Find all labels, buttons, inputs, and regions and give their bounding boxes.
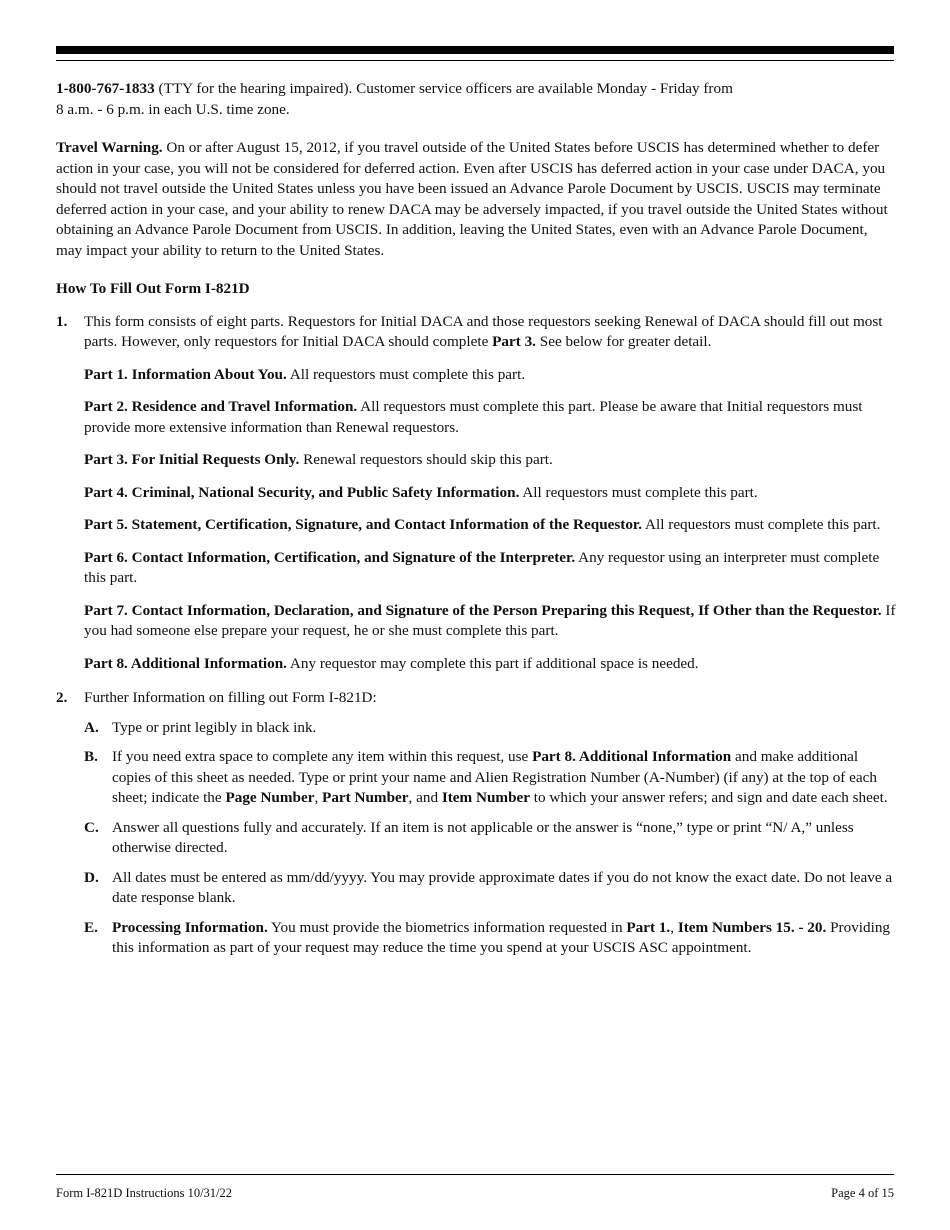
form-id-footer: Form I-821D Instructions 10/31/22 xyxy=(56,1186,233,1200)
instruction-item-1 xyxy=(56,312,896,675)
travel-warning-text: On or after August 15, 2012, if you travel outside of the United States before USCIS has determined whether to defer action in your case, you will not be considered for deferred action. Even after USCIS has deferred action in your case under DACA, you should not travel outside the United States unless you have been issued an Advance Parole Document by USCIS. USCIS may terminate deferred action in your case, and your ability to renew DACA may be adversely impacted, if you travel outside the United States without obtaining an Advance Parole Document from USCIS. In addition, leaving the United States, even with an Advance Parole Document, may impact your ability to return to the United States. xyxy=(56,139,888,259)
header-thick-rule xyxy=(56,46,894,54)
instruction-item-2 xyxy=(56,688,896,959)
how-to-title: How To Fill Out Form I-821D xyxy=(56,280,250,297)
sub-item-e: E. Processing Information. You must provide the biometrics information requested in Part 1., Item Numbers 15. - 20. Providing this information as part of your request may reduce the time you spend at your USCIS ASC appointment. xyxy=(84,918,891,956)
sub-item-d: D. All dates must be entered as mm/dd/yyyy. You may provide approximate dates if you do not know the exact date. Do not leave a date response blank. xyxy=(84,868,893,906)
part-8-description: Part 8. Additional Information. Any requestor may complete this part if additional space is needed. xyxy=(84,654,699,672)
page-number-footer: Page 4 of 15 xyxy=(831,1186,894,1200)
item-number: 2. xyxy=(56,689,68,706)
item-number: 1. xyxy=(56,312,68,330)
part-5-description: Part 5. Statement, Certification, Signature, and Contact Information of the Requestor. All requestors must complete this part. xyxy=(84,516,881,533)
travel-warning-label: Travel Warning. xyxy=(56,139,163,156)
part-1-description: Part 1. Information About You. All requestors must complete this part. xyxy=(84,365,526,383)
item1-intro: This form consists of eight parts. Requestors for Initial DACA and those requestors seeking Renewal of DACA should fill out most parts. However, only requestors for Initial DACA should complete Part 3. See below for greater detail. xyxy=(84,312,883,350)
part-3-description: Part 3. For Initial Requests Only. Renewal requestors should skip this part. xyxy=(84,451,553,468)
part-7-description: Part 7. Contact Information, Declaration, and Signature of the Person Preparing this Request, If Other than the Requestor. If you had someone else prepare your request, he or she must complete this part. xyxy=(84,601,896,639)
part-2-description: Part 2. Residence and Travel Information. All requestors must complete this part. Please be aware that Initial requestors must provide more extensive information than Renewal requestors. xyxy=(84,398,863,436)
part-6-description: Part 6. Contact Information, Certification, and Signature of the Interpreter. Any requestor using an interpreter must complete this part. xyxy=(84,548,880,586)
page-content xyxy=(56,79,896,959)
sub-item-c: C. Answer all questions fully and accurately. If an item is not applicable or the answer is “none,” type or print “N/ A,” unless otherwise directed. xyxy=(84,818,854,856)
footer-rule xyxy=(56,1174,894,1175)
contact-text: (TTY for the hearing impaired). Customer service officers are available Monday - Friday from xyxy=(154,80,733,97)
item2-intro: Further Information on filling out Form I-821D: xyxy=(84,689,377,706)
sub-item-b: B. If you need extra space to complete any item within this request, use Part 8. Additional Information and make additional copies of this sheet as needed. Type or print your name and Alien Registration Number (A-Number) (if any) at the top of each sheet; indicate the Page Number, Part Number, and Item Number to which your answer refers; and sign and date each sheet. xyxy=(84,748,888,806)
contact-phone: 1-800-767-1833 xyxy=(56,80,155,97)
header-thin-rule xyxy=(56,60,894,61)
travel-warning-paragraph xyxy=(56,138,896,261)
part-4-description: Part 4. Criminal, National Security, and Public Safety Information. All requestors must complete this part. xyxy=(84,483,758,501)
contact-hours: 8 a.m. - 6 p.m. in each U.S. time zone. xyxy=(56,100,290,118)
contact-paragraph xyxy=(56,79,896,120)
sub-item-a: A. Type or print legibly in black ink. xyxy=(84,718,317,736)
